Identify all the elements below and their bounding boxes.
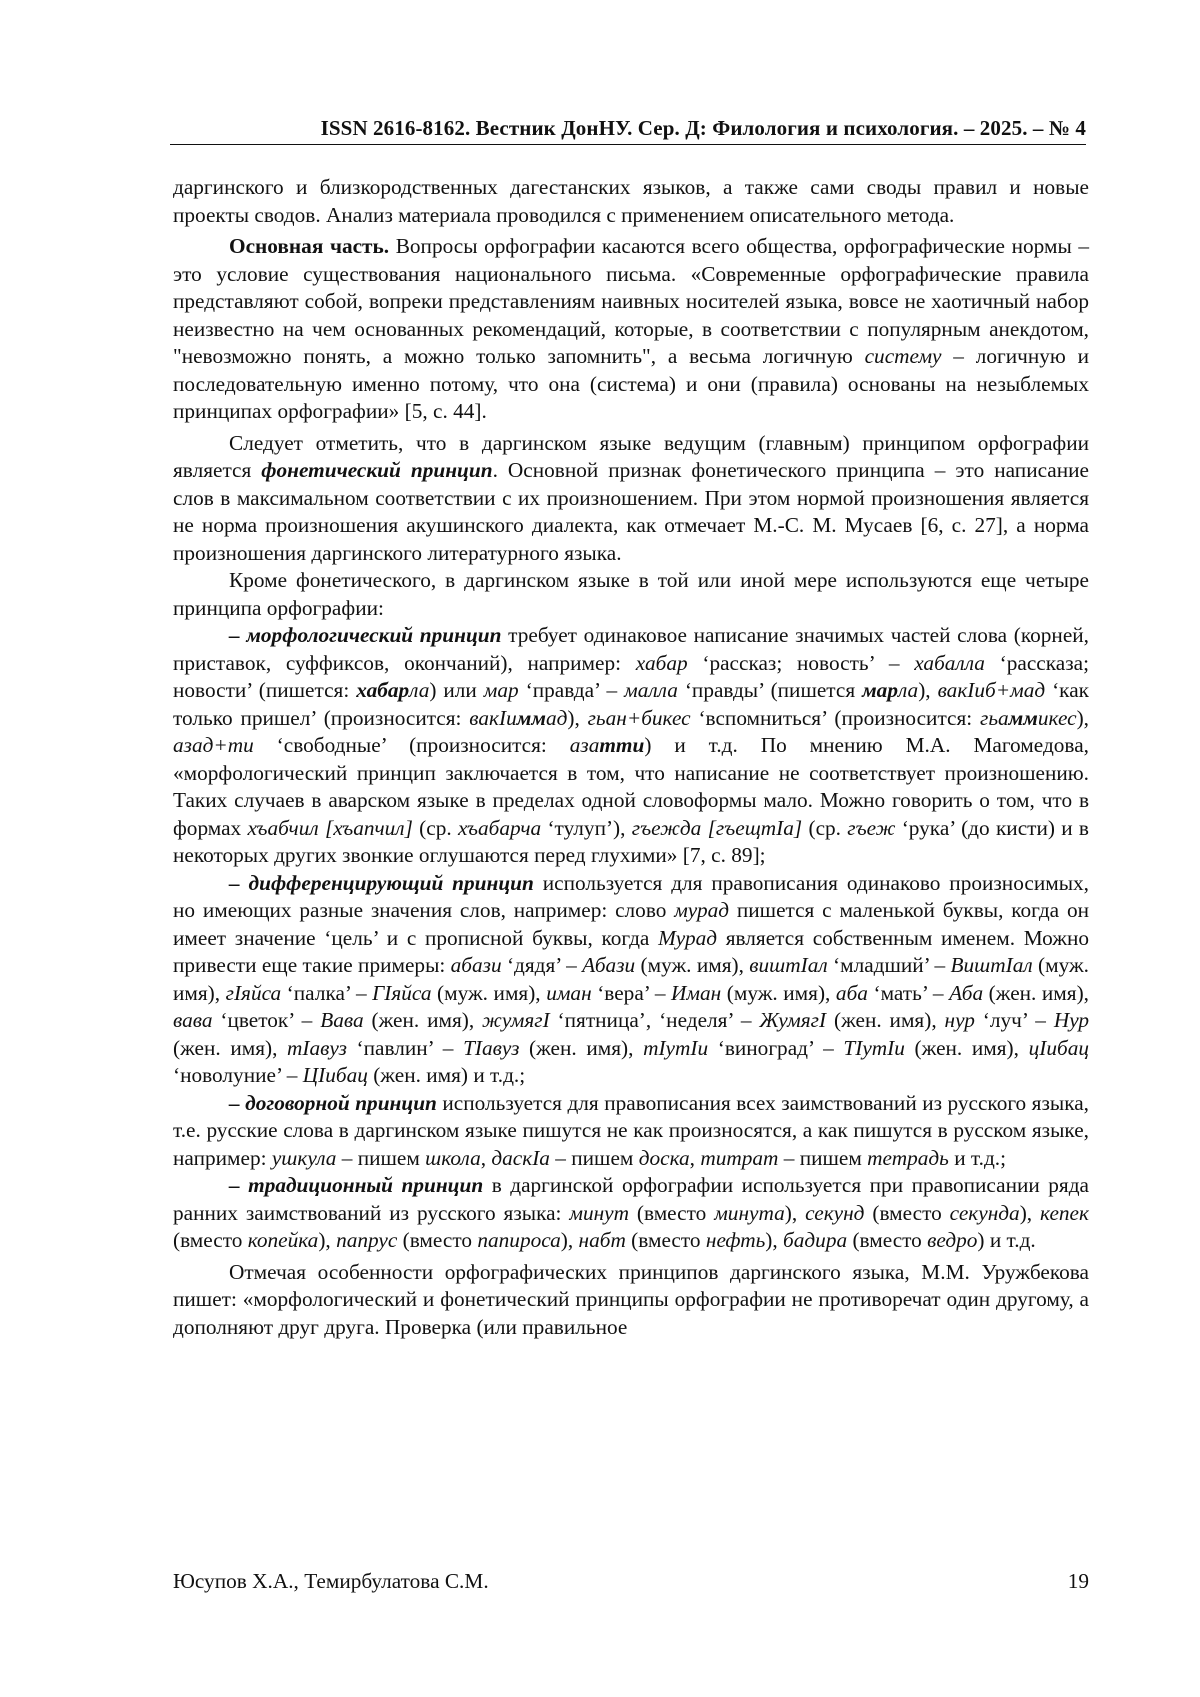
term-differentiating-principle: – дифференцирующий принцип [229, 870, 534, 895]
paragraph-intro-continuation: даргинского и близкородственных дагестанских языков, а также сами своды правил и новые проекты сводов. Анализ материала проводился с применением описательного метода. [173, 175, 1089, 227]
paragraph-traditional-principle: – традиционный принцип в даргинской орфографии используется при правописании ряда ранних заимствований из русского языка: минут (вместо минута), секунд (вместо секунда), кепек (вместо копейка), папрус (вместо папироса), набт (вместо нефть), бадира (вместо ведро) и т.д. [173, 1173, 1090, 1252]
term-morphological-principle: – морфологический принцип [229, 623, 502, 647]
page-number: 19 [1067, 1569, 1089, 1593]
section-heading: Основная часть. [229, 234, 390, 258]
paragraph-differentiating-principle: – дифференцирующий принцип используется для правописания одинаково произносимых, но имеющих разные значения слов, например: слово мурад пишется с маленькой буквы, когда он имеет значение ‘цель’ и с прописной буквы, когда Мурад является собственным именем. Можно привести еще такие примеры: абази ‘дядя’ – Абази (муж. имя), виштIал ‘младший’ – ВиштIал (муж. имя), гIяйса ‘палка’ – ГIяйса (муж. имя), иман ‘вера’ – Иман (муж. имя), аба ‘мать’ – Аба (жен. имя), вава ‘цветок’ – Вава (жен. имя), жумягI ‘пятница’, ‘неделя’ – ЖумягI (жен. имя), нур ‘луч’ – Нур (жен. имя), тIавуз ‘павлин’ – ТIавуз (жен. имя), тIутIи ‘виноград’ – ТIутIи (жен. имя), цIибац ‘новолуние’ – ЦIибац (жен. имя) и т.д.; [173, 870, 1090, 1087]
paragraph-phonetic-principle: Следует отметить, что в даргинском языке ведущим (главным) принципом орфографии является фонетический принцип. Основной признак фонетического принципа – это написание слов в максимальном соответствии с их произношением. При этом нормой произношения является не норма произношения акушинского диалекта, как отмечает М.-С. М. Мусаев [6, с. 27], а норма произношения даргинского литературного языка. [173, 430, 1090, 565]
paragraph-morphological-principle: – морфологический принцип требует одинаковое написание значимых частей слова (корней, приставок, суффиксов, окончаний), например: хабар ‘рассказ; новость’ – хабалла ‘рассказа; новости’ (пишется: хабарла) или мар ‘правда’ – малла ‘правды’ (пишется марла), вакIиб+мад ‘как только пришел’ (произносится: вакIиммад), гьан+бикес ‘вспомниться’ (произносится: гьаммикес), азад+ти ‘свободные’ (произносится: азатти) и т.д. По мнению М.А. Магомедова, «морфологический принцип заключается в том, что написание не соответствует произношению. Таких случаев в аварском языке в пределах одной словоформы мало. Можно говорить о том, что в формах хъабчил [хъапчил] (ср. хъабарча ‘тулуп’), гъежда [гъещтIа] (ср. гъеж ‘рука’ (до кисти) и в некоторых других звонкие оглушаются перед глухими» [7, с. 89]; [173, 623, 1090, 867]
footer-authors: Юсупов Х.А., Темирбулатова С.М. [173, 1569, 489, 1593]
term-traditional-principle: – традиционный принцип [229, 1173, 484, 1197]
paragraph-main-part: Основная часть. Вопросы орфографии касаются всего общества, орфографические нормы – это условие существования национального письма. «Современные орфографические правила представляют собой, вопреки представлениям наивных носителей языка, вовсе не хаотичный набор неизвестно на чем основанных рекомендаций, которые, в соответствии с популярным анекдотом, "невозможно понять, а можно только запомнить", а весьма логичную систему – логичную и последовательную именно потому, что она (система) и они (правила) основаны на незыблемых принципах орфографии» [5, с. 44]. [173, 234, 1089, 423]
running-header: ISSN 2616-8162. Вестник ДонНУ. Сер. Д: Филология и психология. – 2025. – № 4 [170, 115, 1086, 145]
paragraph-uruzhbekova-quote: Отмечая особенности орфографических принципов даргинского языка, М.М. Уружбекова пишет: «морфологический и фонетический принципы орфографии не противоречат один другому, а дополняют друг друга. Проверка (или правильное [173, 1259, 1089, 1339]
page-footer [173, 1568, 1089, 1595]
term-conventional-principle: – договорной принцип [229, 1090, 437, 1115]
term-phonetic-principle: фонетический принцип [261, 458, 493, 482]
article-body [173, 174, 1089, 1341]
paragraph-four-principles: Кроме фонетического, в даргинском языке в той или иной мере используются еще четыре принципа орфографии: [173, 568, 1089, 620]
paragraph-conventional-principle: – договорной принцип используется для правописания всех заимствований из русского языка, т.е. русские слова в даргинском языке пишутся не как произносятся, а как пишутся в русском языке, например: ушкула – пишем школа, даскIа – пишем доска, титрат – пишем тетрадь и т.д.; [173, 1090, 1090, 1170]
